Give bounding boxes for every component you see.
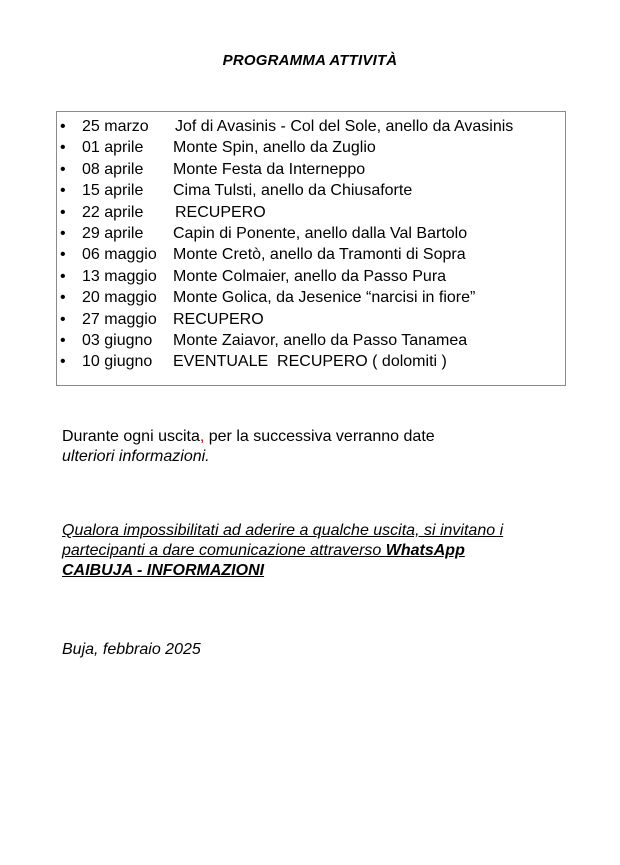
bullet-icon: • <box>60 182 66 200</box>
notice-group-name: CAIBUJA - INFORMAZIONI <box>62 562 265 579</box>
schedule-date: 27 maggio <box>82 310 157 328</box>
schedule-activity: Cima Tulsti, anello da Chiusaforte <box>173 182 413 200</box>
bullet-icon: • <box>60 246 66 264</box>
schedule-box <box>56 111 566 386</box>
schedule-activity: EVENTUALE RECUPERO ( dolomiti ) <box>173 353 447 371</box>
whatsapp-notice <box>62 521 562 581</box>
schedule-date: 20 maggio <box>82 289 157 307</box>
schedule-date: 25 marzo <box>82 118 149 135</box>
schedule-activity: Monte Zaiavor, anello da Passo Tanamea <box>173 331 468 349</box>
bullet-icon: • <box>60 203 66 221</box>
schedule-activity: Monte Spin, anello da Zuglio <box>173 139 376 157</box>
schedule-date: 08 aprile <box>82 160 144 178</box>
bullet-icon: • <box>60 289 66 307</box>
schedule-activity: Monte Cretò, anello da Tramonti di Sopra <box>173 246 466 264</box>
schedule-date: 10 giugno <box>82 353 153 371</box>
bullet-icon: • <box>60 139 66 157</box>
place-date-signature: Buja, febbraio 2025 <box>62 641 201 658</box>
info-note-part-1: Durante ogni uscita <box>62 428 200 445</box>
schedule-date: 06 maggio <box>82 246 157 264</box>
info-note-line-2: ulteriori informazioni. <box>62 448 210 465</box>
info-note-line-1 <box>62 427 435 447</box>
bullet-icon: • <box>60 224 66 242</box>
schedule-activity: RECUPERO <box>175 203 266 221</box>
schedule-date: 03 giugno <box>82 331 153 349</box>
info-note <box>62 427 435 467</box>
bullet-icon: • <box>60 267 66 285</box>
schedule-activity: Capin di Ponente, anello dalla Val Bartolo <box>173 224 468 242</box>
schedule-date: 15 aprile <box>82 182 144 200</box>
schedule-date: 22 aprile <box>82 203 144 221</box>
schedule-activity: Monte Colmaier, anello da Passo Pura <box>173 267 447 285</box>
schedule-date: 01 aprile <box>82 139 144 157</box>
bullet-icon: • <box>60 331 66 349</box>
schedule-date: 29 aprile <box>82 224 144 242</box>
schedule-activity: RECUPERO <box>173 310 264 328</box>
info-note-comma: , <box>199 428 205 445</box>
bullet-icon: • <box>60 118 66 135</box>
schedule-date: 13 maggio <box>82 267 157 285</box>
schedule-activity: Monte Golica, da Jesenice “narcisi in fiore” <box>173 289 476 307</box>
bullet-icon: • <box>60 160 66 178</box>
bullet-icon: • <box>60 310 66 328</box>
notice-text: Qualora impossibilitati ad aderire a qualche uscita, si invitano i partecipanti a dare comunicazione attraverso <box>62 522 504 559</box>
info-note-part-2: per la successiva verranno date <box>204 428 435 445</box>
page-title: PROGRAMMA ATTIVITÀ <box>222 52 398 69</box>
schedule-activity: Monte Festa da Interneppo <box>173 160 366 178</box>
notice-whatsapp: WhatsApp <box>385 542 465 559</box>
bullet-icon: • <box>60 353 66 371</box>
schedule-activity: Jof di Avasinis - Col del Sole, anello da Avasinis <box>175 118 514 135</box>
